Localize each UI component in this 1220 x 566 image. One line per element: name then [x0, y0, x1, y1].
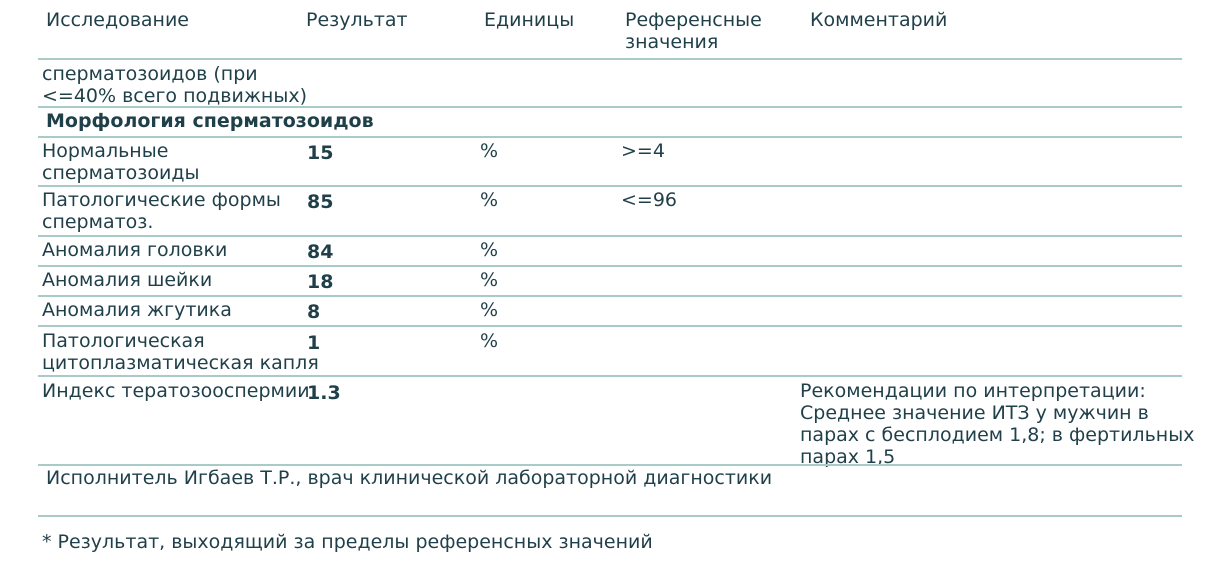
row-divider — [38, 136, 1182, 138]
row-name: Аномалия шейки — [42, 269, 213, 291]
row-name: Патологическая цитоплазматическая капля — [42, 330, 319, 374]
row-divider — [38, 295, 1182, 297]
row-divider — [38, 106, 1182, 108]
section-title: Морфология сперматозоидов — [46, 110, 374, 132]
row-result: 1 — [307, 332, 321, 354]
row-divider — [38, 464, 1182, 466]
header-units: Единицы — [484, 9, 575, 31]
header-comment: Комментарий — [810, 9, 948, 31]
row-result: 1.3 — [307, 382, 341, 404]
row-name: Аномалия головки — [42, 239, 228, 261]
row-result: 8 — [307, 301, 321, 323]
row-divider — [38, 325, 1182, 327]
row-name: Аномалия жгутика — [42, 299, 232, 321]
header-result: Результат — [306, 9, 408, 31]
continued-row-name: сперматозоидов (при <=40% всего подвижных) — [42, 63, 308, 107]
row-reference: <=96 — [621, 189, 678, 211]
footnote: * Результат, выходящий за пределы референсных значений — [42, 531, 653, 553]
header-divider — [38, 58, 1182, 60]
header-study: Исследование — [46, 9, 190, 31]
performer-line: Исполнитель Игбаев Т.Р., врач клинической лабораторной диагностики — [46, 467, 773, 489]
row-reference: >=4 — [621, 140, 665, 162]
row-result: 84 — [307, 241, 334, 263]
row-units: % — [480, 330, 499, 352]
row-result: 18 — [307, 271, 334, 293]
row-divider — [38, 375, 1182, 377]
row-result: 15 — [307, 142, 334, 164]
row-name: Нормальные сперматозоиды — [42, 140, 200, 184]
row-divider — [38, 185, 1182, 187]
row-comment: Рекомендации по интерпретации: Среднее значение ИТЗ у мужчин в парах с бесплодием 1,8; в фертильных парах 1,5 — [800, 380, 1195, 468]
row-units: % — [480, 269, 499, 291]
footer-divider — [38, 515, 1182, 517]
row-divider — [38, 235, 1182, 237]
row-name: Индекс тератозооспермии — [42, 380, 310, 402]
row-units: % — [480, 299, 499, 321]
row-result: 85 — [307, 191, 334, 213]
row-units: % — [480, 189, 499, 211]
row-units: % — [480, 140, 499, 162]
row-units: % — [480, 239, 499, 261]
header-reference: Референсные значения — [625, 9, 762, 53]
row-divider — [38, 265, 1182, 267]
row-name: Патологические формы сперматоз. — [42, 189, 281, 233]
